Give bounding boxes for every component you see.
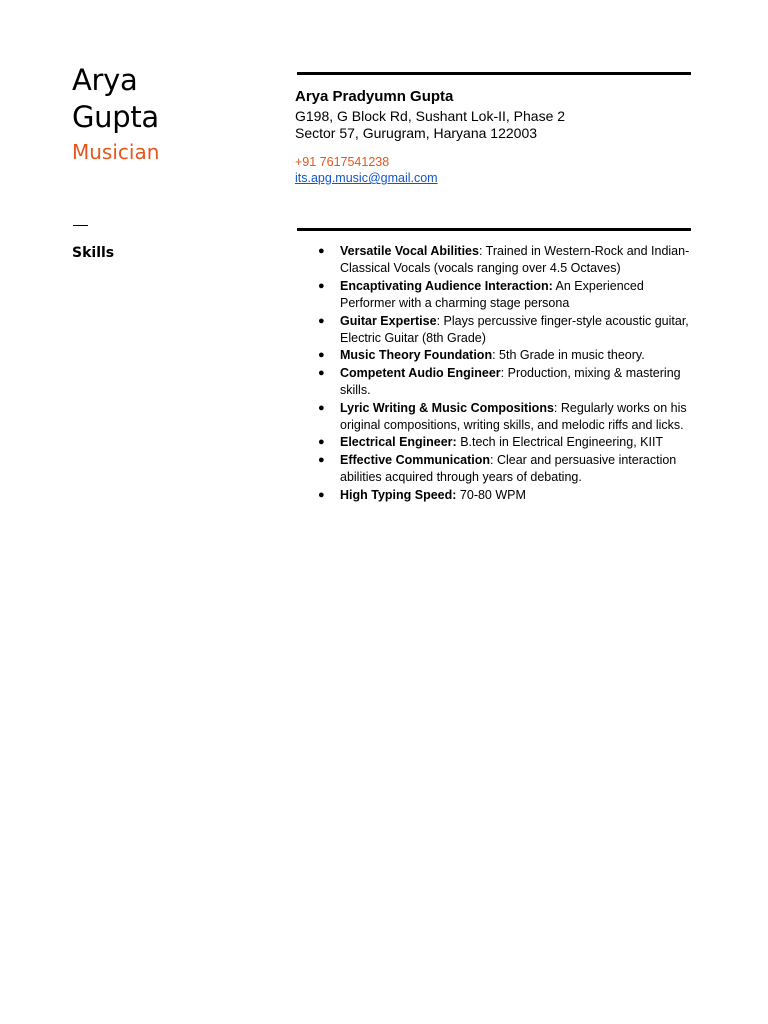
skill-detail: B.tech in Electrical Engineering, KIIT: [456, 435, 664, 450]
bullet-icon: ●: [318, 401, 325, 414]
skill-item: [318, 487, 694, 504]
skill-item: [318, 243, 694, 278]
skill-title: Competent Audio Engineer: [340, 365, 501, 380]
bullet-icon: ●: [318, 366, 325, 379]
skill-title: Music Theory Foundation: [340, 348, 493, 363]
skill-detail: 70-80 WPM: [456, 487, 526, 502]
skills-list: [318, 243, 694, 504]
skill-detail: : 5th Grade in music theory.: [492, 348, 645, 363]
top-divider: [297, 72, 691, 75]
bullet-icon: ●: [318, 314, 325, 327]
bullet-icon: ●: [318, 488, 325, 501]
skill-title: High Typing Speed:: [340, 487, 457, 502]
role-title: Musician: [72, 140, 160, 164]
skill-detail: : Production, mixing & mastering skills.: [340, 365, 681, 398]
skill-title: Encaptivating Audience Interaction:: [340, 278, 553, 293]
address-line-2: Sector 57, Gurugram, Haryana 122003: [295, 125, 538, 141]
skill-title: Guitar Expertise: [340, 313, 437, 328]
bullet-icon: ●: [318, 245, 325, 257]
skill-item: [318, 278, 694, 313]
address-line-1: G198, G Block Rd, Sushant Lok-II, Phase 2: [295, 108, 566, 124]
skill-item: [318, 313, 694, 348]
skill-item: [318, 452, 694, 487]
bullet-icon: ●: [318, 453, 325, 466]
last-name: Gupta: [72, 100, 159, 134]
bullet-icon: ●: [318, 279, 325, 292]
skill-item: [318, 365, 694, 400]
skills-heading: Skills: [72, 245, 115, 261]
skill-item: [318, 347, 694, 364]
skill-detail: : Regularly works on his original compositions, writing skills, and melodic riffs and licks.: [340, 400, 687, 433]
first-name: Arya: [72, 63, 138, 97]
section-divider: [297, 228, 691, 231]
phone-number: +91 7617541238: [295, 155, 390, 169]
skill-title: Effective Communication: [340, 452, 491, 467]
section-dash: [73, 225, 88, 226]
bullet-icon: ●: [318, 436, 325, 449]
skill-title: Electrical Engineer:: [340, 435, 457, 450]
skill-detail: : Trained in Western-Rock and Indian-Classical Vocals (vocals ranging over 4.5 Octaves): [340, 244, 690, 276]
skill-detail: : Clear and persuasive interaction abilities acquired through years of debating.: [340, 452, 677, 485]
skill-item: [318, 434, 694, 451]
skill-title: Lyric Writing & Music Compositions: [340, 400, 554, 415]
skill-detail: : Plays percussive finger-style acoustic guitar, Electric Guitar (8th Grade): [340, 313, 689, 346]
skill-item: [318, 400, 694, 435]
email-link[interactable]: its.apg.music@gmail.com: [295, 171, 438, 185]
bullet-icon: ●: [318, 349, 325, 362]
skill-detail: An Experienced Performer with a charming stage persona: [340, 278, 644, 311]
contact-name: Arya Pradyumn Gupta: [295, 88, 454, 105]
skill-title: Versatile Vocal Abilities: [340, 244, 479, 258]
